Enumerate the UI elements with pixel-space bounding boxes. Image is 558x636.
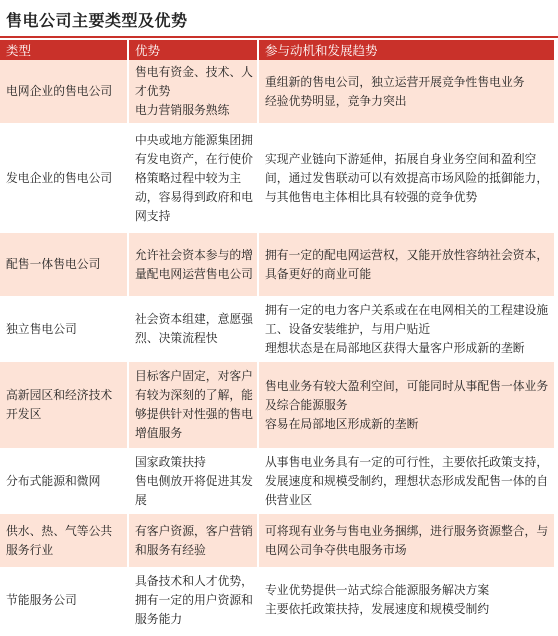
cell-trend: 专业优势提供一站式综合能源服务解决方案 主要依托政策扶持，发展速度和规模受制约 [258,568,554,632]
table-row [0,513,554,568]
table-row [0,124,554,232]
cell-trend: 重组新的售电公司，独立运营开展竞争性售电业务 经验优势明显，竞争力突出 [258,60,554,124]
page-title: 售电公司主要类型及优势 [6,11,188,30]
cell-type: 节能服务公司 [0,568,128,632]
company-types-table [0,40,554,633]
table-row [0,232,554,297]
cell-advantage: 允许社会资本参与的增量配电网运营售电公司 [128,232,258,297]
title-divider [0,36,558,38]
cell-advantage: 具备技术和人才优势，拥有一定的用户资源和服务能力 [128,568,258,632]
header-trend: 参与动机和发展趋势 [258,40,554,60]
cell-advantage: 社会资本组建，意愿强烈、决策流程快 [128,297,258,361]
cell-type: 电网企业的售电公司 [0,60,128,124]
table-row [0,361,554,449]
cell-type: 供水、热、气等公共服务行业 [0,513,128,568]
cell-type: 独立售电公司 [0,297,128,361]
table-row [0,568,554,632]
table-row [0,449,554,513]
cell-type: 分布式能源和微网 [0,449,128,513]
table-header-row [0,40,554,60]
cell-type: 配售一体售电公司 [0,232,128,297]
table-body [0,60,554,632]
cell-advantage: 中央或地方能源集团拥有发电资产，在行使价格策略过程中较为主动，容易得到政府和电网支持 [128,124,258,232]
cell-trend: 可将现有业务与售电业务捆绑，进行服务资源整合，与电网公司争夺供电服务市场 [258,513,554,568]
table-row [0,297,554,361]
cell-trend: 拥有一定的电力客户关系或在在电网相关的工程建设施工、设备安装维护，与用户贴近 理想状态是在局部地区获得大量客户形成新的垄断 [258,297,554,361]
cell-advantage: 有客户资源，客户营销和服务有经验 [128,513,258,568]
cell-trend: 从事售电业务具有一定的可行性，主要依托政策支持，发展速度和规模受制约，理想状态形成发配售一体的自供营业区 [258,449,554,513]
header-type: 类型 [0,40,128,60]
cell-advantage: 国家政策扶持 售电侧放开将促进其发展 [128,449,258,513]
cell-trend: 拥有一定的配电网运营权，又能开放性容纳社会资本，具备更好的商业可能 [258,232,554,297]
cell-trend: 售电业务有较大盈利空间，可能同时从事配售一体业务及综合能源服务 容易在局部地区形成新的垄断 [258,361,554,449]
header-advantage: 优势 [128,40,258,60]
cell-type: 发电企业的售电公司 [0,124,128,232]
cell-trend: 实现产业链向下游延伸，拓展自身业务空间和盈利空间，通过发售联动可以有效提高市场风险的抵御能力，与其他售电主体相比具有较强的竞争优势 [258,124,554,232]
cell-type: 高新园区和经济技术开发区 [0,361,128,449]
cell-advantage: 目标客户固定，对客户有较为深刻的了解，能够提供针对性强的售电增值服务 [128,361,258,449]
cell-advantage: 售电有资金、技术、人才优势 电力营销服务熟练 [128,60,258,124]
table-row [0,60,554,124]
